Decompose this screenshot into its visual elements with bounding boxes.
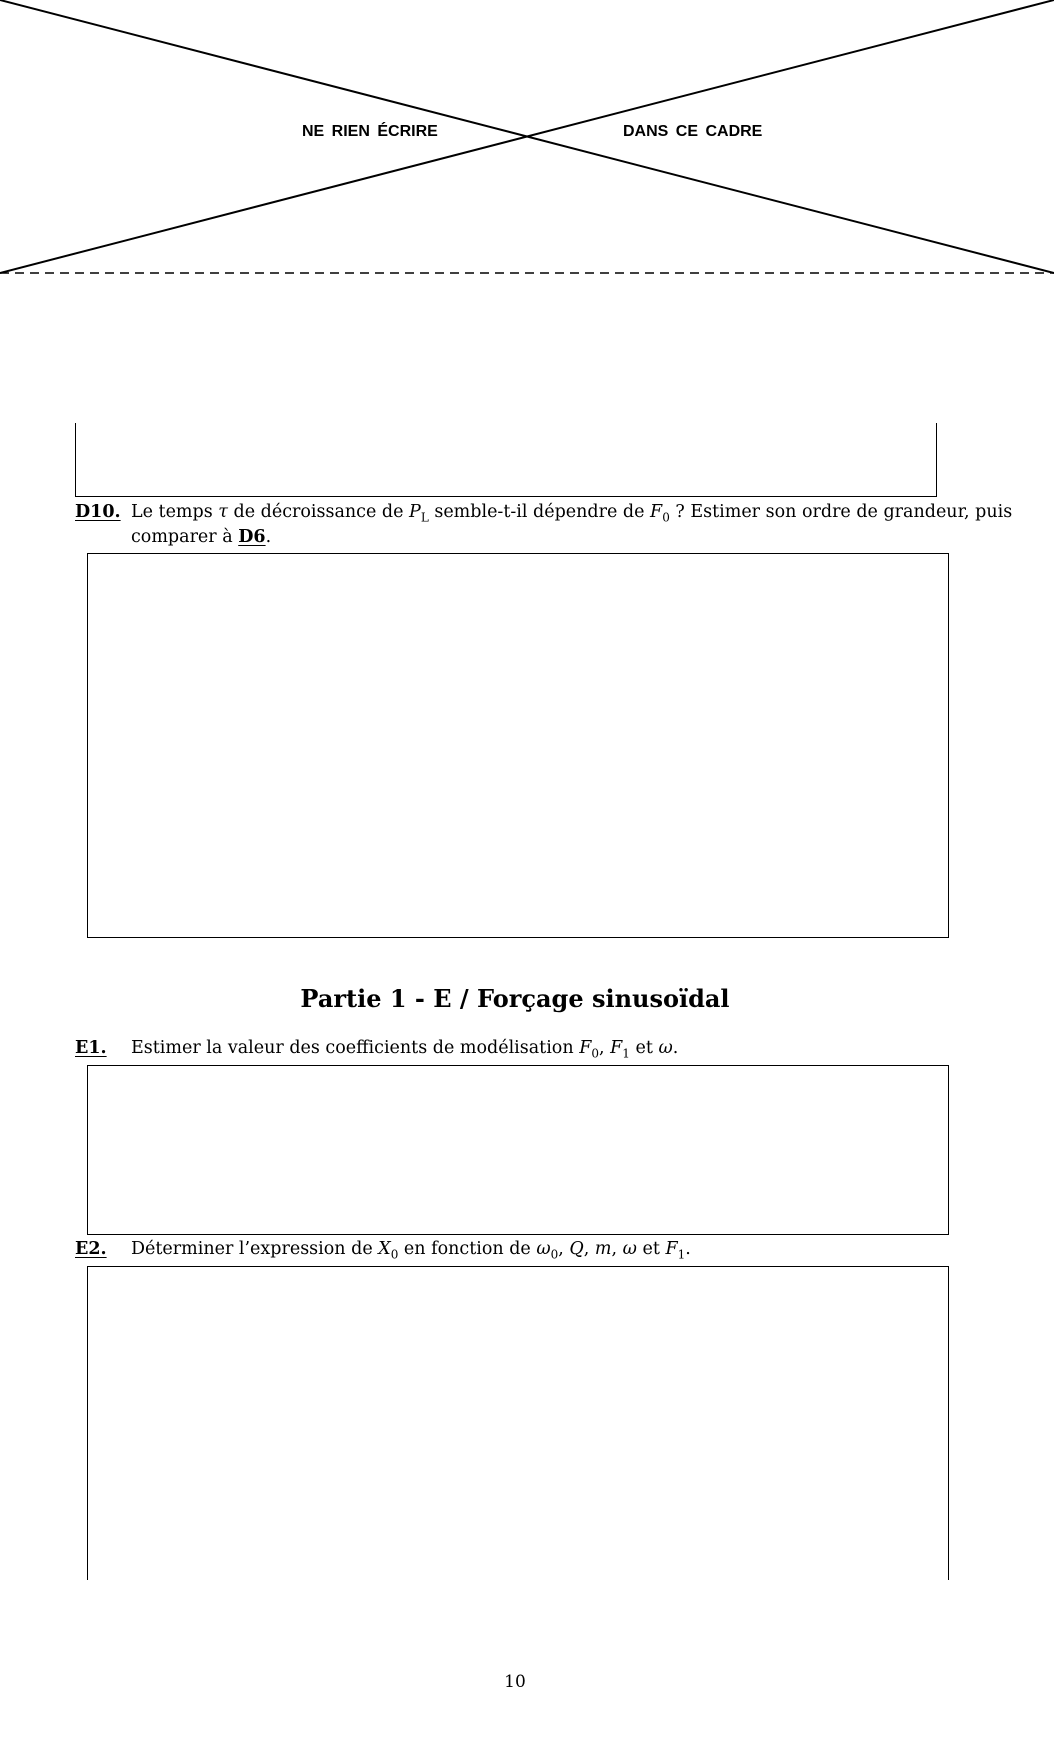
answer-box-d10[interactable]	[87, 553, 949, 938]
cross-lines	[0, 0, 1054, 275]
question-text: Le temps τ de décroissance de $P_L$ semble-t-il dépendre de $F_0$ ? Estimer son ordre de grandeur, puis comparer à D6.	[131, 502, 1013, 547]
question-text: Estimer la valeur des coefficients de modélisation $F_0$, $F_1$ et ω.	[131, 1038, 679, 1061]
question-number: D10.	[75, 502, 121, 522]
answer-box-e2[interactable]	[87, 1266, 949, 1580]
question-reference: D6	[238, 527, 266, 547]
section-title: Partie 1 - E / Forçage sinusoïdal	[300, 984, 730, 1013]
question-text: Déterminer l’expression de $X_0$ en fonction de $\omega_0$, Q, m, ω et $F_1$.	[131, 1239, 691, 1262]
previous-answer-box[interactable]	[75, 423, 937, 497]
header-right-text: DANS CE CADRE	[623, 123, 763, 140]
question-number: E2.	[75, 1239, 107, 1259]
no-write-zone	[0, 0, 1054, 275]
header-left-text: NE RIEN ÉCRIRE	[302, 123, 438, 140]
question-number: E1.	[75, 1038, 107, 1058]
answer-box-e1[interactable]	[87, 1065, 949, 1235]
page-number: 10	[504, 1672, 526, 1692]
